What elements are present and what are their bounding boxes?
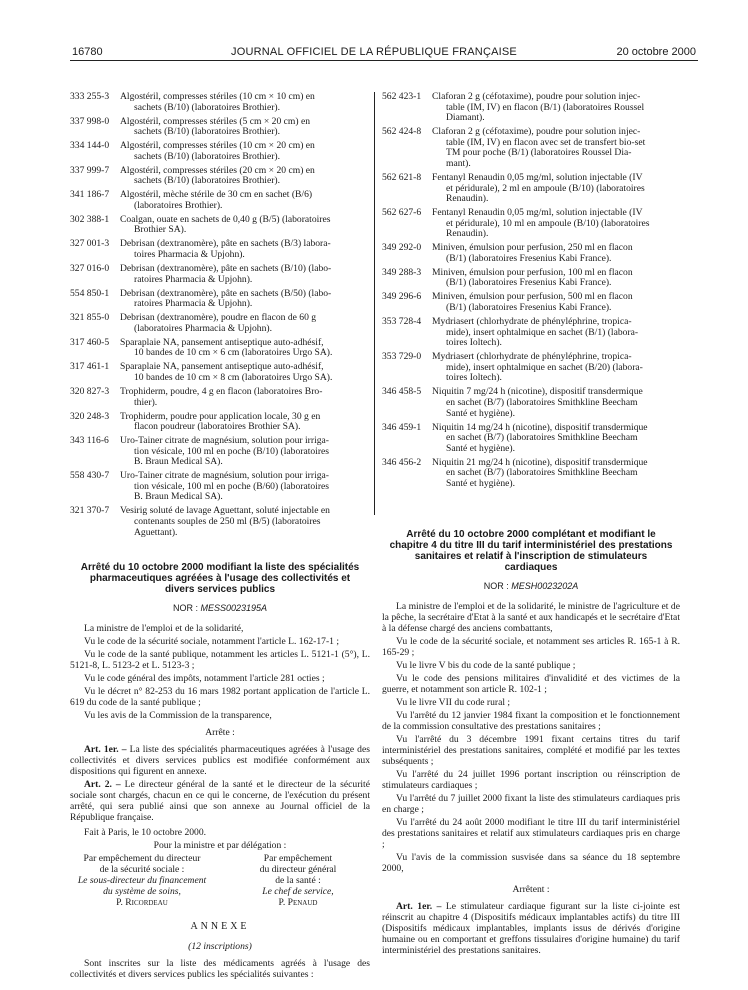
list-item bbox=[382, 243, 680, 264]
description-line: sachets (B/10) (laboratoires Brothier). bbox=[134, 150, 280, 162]
left-nor: NOR : MESS0023195A bbox=[172, 602, 268, 613]
paragraph: Vu l'avis de la commission susvisée dans sa séance du 18 septembre 2000, bbox=[382, 852, 680, 875]
description-line: (B/1) (laboratoires Fresenius Kabi France). bbox=[446, 252, 612, 264]
description-line: toires Ioltech). bbox=[446, 372, 502, 384]
right-arrete: Arrêtent : bbox=[512, 884, 550, 896]
product-code: 320 248-3 bbox=[70, 410, 110, 422]
list-item bbox=[382, 292, 680, 313]
paragraph: La ministre de l'emploi et de la solidarité, bbox=[84, 623, 244, 635]
product-description bbox=[432, 127, 680, 169]
description-line: Claforan 2 g (céfotaxime), poudre pour solution injec- bbox=[432, 91, 641, 102]
left-article-title: Arrêté du 10 octobre 2000 modifiant la liste des spécialités pharmaceutiques agréées à l'usage des collectivités et divers services publics bbox=[80, 561, 360, 595]
signature-right bbox=[226, 853, 370, 908]
description-line: ratoires Pharmacia & Upjohn). bbox=[134, 298, 253, 310]
description-line: toires Pharmacia & Upjohn). bbox=[134, 249, 245, 261]
description-line: (laboratoires Pharmacia & Upjohn). bbox=[134, 322, 272, 334]
list-item bbox=[70, 338, 370, 359]
product-code: 562 423-1 bbox=[382, 91, 422, 102]
description-line: Miniven, émulsion pour perfusion, 500 ml en flacon bbox=[432, 291, 633, 303]
description-line: thier). bbox=[134, 396, 158, 408]
description-line: et péridurale), 2 ml en ampoule (B/10) (laboratoires bbox=[446, 182, 645, 194]
signature-left bbox=[70, 853, 214, 908]
signature-line: Par empêchement du directeur bbox=[83, 853, 201, 865]
description-line: Miniven, émulsion pour perfusion, 250 ml en flacon bbox=[432, 242, 633, 254]
description-line: Uro-Tainer citrate de magnésium, solution pour irriga- bbox=[120, 435, 329, 447]
left-arrete: Arrête : bbox=[205, 727, 235, 739]
description-line: Uro-Tainer citrate de magnésium, solution pour irriga- bbox=[120, 470, 329, 482]
left-article-2: Art. 2. – Le directeur général de la santé et le directeur de la sécurité sociale sont chargés, chacun en ce qui le concerne, de l'exécution du présent arrêté, qui sera publié ainsi que son annexe au Journal officiel de la République française. bbox=[70, 779, 370, 824]
description-line: Santé et hygiène). bbox=[446, 477, 515, 489]
description-line: table (IM, IV) en flacon avec set de transfert bio-set bbox=[446, 136, 646, 148]
product-code: 341 186-7 bbox=[70, 189, 110, 201]
product-code: 349 288-3 bbox=[382, 266, 422, 278]
product-code: 321 855-0 bbox=[70, 312, 110, 324]
paragraph: Vu l'arrêté du 24 juillet 1996 portant inscription ou réinscription de stimulateurs cardiaques ; bbox=[382, 769, 680, 792]
description-line: Fentanyl Renaudin 0,05 mg/ml, solution injectable (IV bbox=[432, 171, 643, 183]
list-item bbox=[382, 208, 680, 240]
list-item bbox=[70, 190, 370, 211]
paragraph: Vu l'arrêté du 12 janvier 1984 fixant la composition et le fonctionnement de la commission consultative des prestations sanitaires ; bbox=[382, 710, 680, 733]
paragraph: Vu le livre VII du code rural ; bbox=[396, 697, 511, 709]
product-code: 353 728-4 bbox=[382, 316, 422, 328]
description-line: Santé et hygiène). bbox=[446, 442, 515, 454]
page-number: 16780 bbox=[72, 46, 103, 58]
product-description bbox=[120, 387, 370, 408]
product-description bbox=[120, 338, 370, 359]
product-code: 353 729-0 bbox=[382, 351, 422, 363]
description-line: sachets (B/10) (laboratoires Brothier). bbox=[134, 175, 280, 187]
product-code: 327 001-3 bbox=[70, 238, 110, 250]
description-line: mant). bbox=[446, 157, 471, 169]
signature-line: du directeur général bbox=[259, 864, 337, 876]
description-line: Vesirig soluté de lavage Aguettant, soluté injectable en bbox=[120, 505, 330, 517]
page-header bbox=[0, 0, 748, 58]
list-item bbox=[382, 352, 680, 384]
description-line: en sachet (B/7) (laboratoires Smithkline Beecham bbox=[446, 396, 638, 408]
description-line: Aguettant). bbox=[134, 526, 178, 538]
product-code: 558 430-7 bbox=[70, 470, 110, 482]
list-item bbox=[70, 215, 370, 236]
right-article-paragraphs bbox=[382, 601, 680, 874]
paragraph: Vu le code de la sécurité sociale, et notamment ses articles R. 165-1 à R. 165-29 ; bbox=[382, 636, 680, 659]
description-line: Renaudin). bbox=[446, 193, 489, 205]
product-code: 317 461-1 bbox=[70, 361, 110, 373]
description-line: Trophiderm, poudre pour application locale, 30 g en bbox=[120, 410, 321, 422]
description-line: Niquitin 21 mg/24 h (nicotine), dispositif transdermique bbox=[432, 456, 648, 468]
description-line: Debrisan (dextranomère), pâte en sachets (B/50) (labo- bbox=[120, 287, 332, 299]
description-line: en sachet (B/7) (laboratoires Smithkline Beecham bbox=[446, 467, 638, 479]
description-line: (B/1) (laboratoires Fresenius Kabi France). bbox=[446, 277, 612, 289]
product-code: 346 456-2 bbox=[382, 456, 422, 468]
description-line: TM pour poche (B/1) (laboratoires Roussel Dia- bbox=[446, 147, 632, 159]
product-description bbox=[120, 92, 370, 113]
description-line: (B/1) (laboratoires Fresenius Kabi France). bbox=[446, 302, 612, 314]
right-article-1: Art. 1er. – Le stimulateur cardiaque figurant sur la liste ci-jointe est réinscrit au chapitre 4 (Dispositifs médicaux implantables actifs) du titre III (Dispositifs médicaux implantables, implants issus de dérivés d'origine humaine ou en comportant et greffons tissulaires d'origine humaine) du tarif interministériel des prestations sanitaires. bbox=[382, 901, 680, 957]
product-code: 562 621-8 bbox=[382, 171, 422, 183]
product-description bbox=[432, 387, 680, 419]
product-description bbox=[432, 173, 680, 205]
list-item bbox=[70, 117, 370, 138]
product-description bbox=[432, 317, 680, 349]
left-article-1: Art. 1er. – La liste des spécialités pharmaceutiques agréées à l'usage des collectivités et divers services publics est modifiée conformément aux dispositions qui figurent en annexe. bbox=[70, 744, 370, 778]
product-description bbox=[120, 239, 370, 260]
product-code: 320 827-3 bbox=[70, 385, 110, 397]
list-item bbox=[70, 387, 370, 408]
paragraph: Vu le code de la sécurité sociale, notamment l'article L. 162-17-1 ; bbox=[84, 636, 340, 648]
list-item bbox=[70, 141, 370, 162]
list-item bbox=[70, 92, 370, 113]
right-entry-list bbox=[382, 92, 680, 489]
description-line: B. Braun Medical SA). bbox=[134, 491, 223, 503]
right-nor: NOR : MESH0023202A bbox=[483, 580, 579, 591]
signature-line: P. Penaud bbox=[278, 897, 318, 909]
description-line: Diamant). bbox=[446, 112, 485, 124]
left-entry-list bbox=[70, 92, 370, 538]
description-line: flacon poudreur (laboratoires Brothier SA). bbox=[134, 421, 301, 433]
description-line: Coalgan, ouate en sachets de 0,40 g (B/5) (laboratoires bbox=[120, 213, 331, 225]
description-line: mide), insert ophtalmique en sachet (B/20) (labora- bbox=[446, 361, 643, 373]
description-line: B. Braun Medical SA). bbox=[134, 456, 223, 468]
list-item bbox=[382, 127, 680, 169]
product-description bbox=[120, 362, 370, 383]
description-line: Debrisan (dextranomère), pâte en sachets (B/10) (labo- bbox=[120, 263, 332, 275]
description-line: Niquitin 14 mg/24 h (nicotine), dispositif transdermique bbox=[432, 421, 648, 433]
description-line: (laboratoires Brothier). bbox=[134, 199, 223, 211]
list-item bbox=[382, 268, 680, 289]
description-line: Miniven, émulsion pour perfusion, 100 ml en flacon bbox=[432, 266, 633, 278]
product-code: 337 999-7 bbox=[70, 164, 110, 176]
product-description bbox=[432, 423, 680, 455]
description-line: Santé et hygiène). bbox=[446, 407, 515, 419]
signature-line: Par empêchement bbox=[263, 853, 333, 865]
list-item bbox=[382, 387, 680, 419]
description-line: Algostéril, compresses stériles (10 cm × 10 cm) en bbox=[120, 91, 315, 102]
signature-line: de la santé : bbox=[275, 875, 321, 887]
left-column bbox=[70, 92, 370, 982]
product-description bbox=[432, 243, 680, 264]
signature-line: de la sécurité sociale : bbox=[99, 864, 185, 876]
description-line: ratoires Pharmacia & Upjohn). bbox=[134, 273, 253, 285]
product-description bbox=[120, 471, 370, 503]
product-code: 337 998-0 bbox=[70, 115, 110, 127]
left-fait: Fait à Paris, le 10 octobre 2000. bbox=[84, 827, 207, 839]
product-description bbox=[432, 208, 680, 240]
description-line: Algostéril, mèche stérile de 30 cm en sachet (B/6) bbox=[120, 189, 313, 201]
description-line: Algostéril, compresses stériles (20 cm × 20 cm) en bbox=[120, 164, 315, 176]
paragraph: Vu l'arrêté du 24 août 2000 modifiant le titre III du tarif interministériel des prestations sanitaires et relatif aux stimulateurs cardiaques pris en charge ; bbox=[382, 817, 680, 851]
product-code: 349 296-6 bbox=[382, 291, 422, 303]
left-signatures bbox=[70, 853, 370, 908]
product-description bbox=[432, 458, 680, 490]
product-description bbox=[432, 92, 680, 124]
signature-line: Le sous-directeur du financement bbox=[77, 875, 207, 887]
description-line: Mydriasert (chlorhydrate de phényléphrine, tropica- bbox=[432, 351, 632, 363]
list-item bbox=[382, 423, 680, 455]
product-description bbox=[120, 313, 370, 334]
paragraph: La ministre de l'emploi et de la solidarité, le ministre de l'agriculture et de la pêche, la secrétaire d'Etat à la santé et aux handicapés et le secrétaire d'Etat à la défense chargé des anciens combattants, bbox=[382, 601, 680, 635]
annexe-heading: ANNEXE bbox=[190, 921, 250, 933]
list-item bbox=[382, 317, 680, 349]
column-divider bbox=[374, 92, 375, 515]
product-description bbox=[120, 117, 370, 138]
list-item bbox=[382, 458, 680, 490]
list-item bbox=[382, 92, 680, 124]
description-line: tion vésicale, 100 ml en poche (B/60) (laboratoires bbox=[134, 480, 330, 492]
list-item bbox=[70, 289, 370, 310]
description-line: Mydriasert (chlorhydrate de phényléphrine, tropica- bbox=[432, 316, 632, 328]
description-line: mide), insert ophtalmique en sachet (B/1) (labora- bbox=[446, 326, 639, 338]
product-description bbox=[432, 292, 680, 313]
list-item bbox=[382, 173, 680, 205]
issue-date: 20 octobre 2000 bbox=[616, 46, 696, 58]
description-line: toires Ioltech). bbox=[446, 337, 502, 349]
annexe-inscriptions: (12 inscriptions) bbox=[188, 940, 252, 952]
list-item bbox=[70, 436, 370, 468]
product-code: 346 459-1 bbox=[382, 421, 422, 433]
description-line: en sachet (B/7) (laboratoires Smithkline Beecham bbox=[446, 432, 638, 444]
paragraph: Vu le code des pensions militaires d'invalidité et des victimes de la guerre, et notamment son article R. 102-1 ; bbox=[382, 673, 680, 696]
list-item bbox=[70, 264, 370, 285]
product-code: 302 388-1 bbox=[70, 213, 110, 225]
product-description bbox=[120, 215, 370, 236]
product-description bbox=[120, 436, 370, 468]
description-line: Debrisan (dextranomère), pâte en sachets (B/3) labora- bbox=[120, 238, 331, 250]
product-description bbox=[120, 141, 370, 162]
header-rule bbox=[70, 60, 698, 61]
list-item bbox=[70, 313, 370, 334]
description-line: contenants souples de 250 ml (B/5) (laboratoires bbox=[134, 516, 321, 528]
product-code: 554 850-1 bbox=[70, 287, 110, 299]
description-line: Claforan 2 g (céfotaxime), poudre pour solution injec- bbox=[432, 126, 641, 138]
product-code: 333 255-3 bbox=[70, 91, 110, 102]
product-code: 334 144-0 bbox=[70, 140, 110, 152]
paragraph: Vu le décret n° 82-253 du 16 mars 1982 portant application de l'article L. 619 du code de la santé publique ; bbox=[70, 686, 370, 709]
product-code: 346 458-5 bbox=[382, 386, 422, 398]
list-item bbox=[70, 471, 370, 503]
product-description bbox=[120, 166, 370, 187]
paragraph: Vu le code de la santé publique, notamment les articles L. 5121-1 (5°), L. 5121-8, L. 5123-2 et L. 5123-3 ; bbox=[70, 649, 370, 672]
annexe-closing: Sont inscrites sur la liste des médicaments agréés à l'usage des collectivités et divers services publics les spécialités suivantes : bbox=[70, 957, 370, 980]
list-item bbox=[70, 412, 370, 433]
paragraph: Vu le code général des impôts, notamment l'article 281 octies ; bbox=[84, 673, 325, 685]
product-code: 343 116-6 bbox=[70, 435, 109, 447]
description-line: sachets (B/10) (laboratoires Brothier). bbox=[134, 126, 280, 138]
product-code: 562 424-8 bbox=[382, 126, 422, 138]
description-line: Algostéril, compresses stériles (5 cm × 20 cm) en bbox=[120, 115, 311, 127]
product-code: 327 016-0 bbox=[70, 263, 110, 275]
description-line: Fentanyl Renaudin 0,05 mg/ml, solution injectable (IV bbox=[432, 207, 643, 219]
product-description bbox=[432, 268, 680, 289]
signature-line: Le chef de service, bbox=[262, 886, 334, 898]
product-code: 349 292-0 bbox=[382, 242, 422, 254]
product-code: 321 370-7 bbox=[70, 505, 110, 517]
description-line: sachets (B/10) (laboratoires Brothier). bbox=[134, 101, 280, 113]
list-item bbox=[70, 239, 370, 260]
journal-title: JOURNAL OFFICIEL DE LA RÉPUBLIQUE FRANÇAISE bbox=[231, 46, 517, 58]
product-code: 317 460-5 bbox=[70, 336, 110, 348]
paragraph: Vu l'arrêté du 3 décembre 1991 fixant certains titres du tarif interministériel des prestations sanitaires, complété et modifié par les textes subséquents ; bbox=[382, 734, 680, 768]
product-description bbox=[432, 352, 680, 384]
paragraph: Vu l'arrêté du 7 juillet 2000 fixant la liste des stimulateurs cardiaques pris en charge ; bbox=[382, 793, 680, 816]
right-column bbox=[382, 92, 680, 958]
product-description bbox=[120, 289, 370, 310]
product-code: 562 627-6 bbox=[382, 207, 422, 219]
product-description bbox=[120, 412, 370, 433]
product-description bbox=[120, 264, 370, 285]
left-article-paragraphs bbox=[70, 623, 370, 721]
description-line: Algostéril, compresses stériles (10 cm × 20 cm) en bbox=[120, 140, 315, 152]
list-item bbox=[70, 166, 370, 187]
signature-line: P. Ricordeau bbox=[116, 897, 168, 909]
left-delegation: Pour la ministre et par délégation : bbox=[153, 840, 287, 852]
list-item bbox=[70, 362, 370, 383]
description-line: Niquitin 7 mg/24 h (nicotine), dispositif transdermique bbox=[432, 386, 643, 398]
list-item bbox=[70, 506, 370, 538]
description-line: tion vésicale, 100 ml en poche (B/10) (laboratoires bbox=[134, 445, 330, 457]
description-line: 10 bandes de 10 cm × 6 cm (laboratoires Urgo SA). bbox=[134, 347, 333, 359]
description-line: Sparaplaie NA, pansement antiseptique auto-adhésif, bbox=[120, 336, 324, 348]
product-description bbox=[120, 190, 370, 211]
description-line: et péridurale), 10 ml en ampoule (B/10) (laboratoires bbox=[446, 217, 650, 229]
product-description bbox=[120, 506, 370, 538]
signature-line: du système de soins, bbox=[103, 886, 181, 898]
description-line: Brothier SA). bbox=[134, 224, 187, 236]
description-line: table (IM, IV) en flacon (B/1) (laboratoires Roussel bbox=[446, 101, 645, 113]
description-line: 10 bandes de 10 cm × 8 cm (laboratoires Urgo SA). bbox=[134, 371, 333, 383]
description-line: Debrisan (dextranomère), poudre en flacon de 60 g bbox=[120, 312, 317, 324]
paragraph: Vu le livre V bis du code de la santé publique ; bbox=[396, 660, 576, 672]
description-line: Sparaplaie NA, pansement antiseptique auto-adhésif, bbox=[120, 361, 324, 373]
paragraph: Vu les avis de la Commission de la transparence, bbox=[84, 710, 272, 722]
right-article-title: Arrêté du 10 octobre 2000 complétant et modifiant le chapitre 4 du titre III du tarif interministériel des prestations sanitaires et relatif à l'inscription de stimulateurs cardiaques bbox=[389, 528, 673, 573]
description-line: Trophiderm, poudre, 4 g en flacon (laboratoires Bro- bbox=[120, 385, 323, 397]
description-line: Renaudin). bbox=[446, 228, 489, 240]
